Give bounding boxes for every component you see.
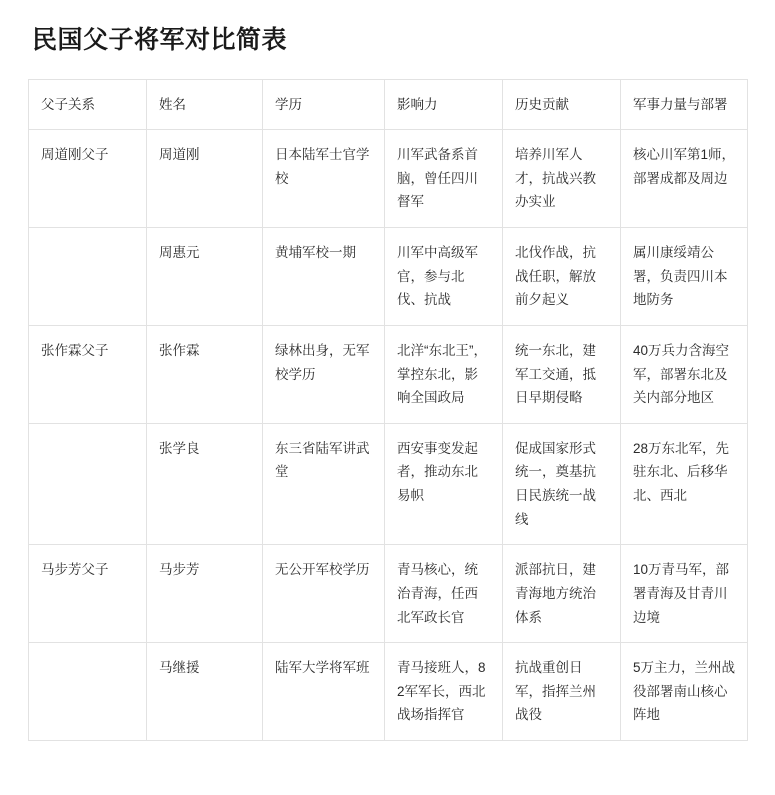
column-header-forces: 军事力量与部署 [621, 79, 748, 130]
cell-contribution: 培养川军人才，抗战兴教办实业 [503, 130, 621, 228]
cell-influence: 川军武备系首脑，曾任四川督军 [385, 130, 503, 228]
cell-education: 日本陆军士官学校 [263, 130, 385, 228]
cell-influence: 青马接班人，82军军长，西北战场指挥官 [385, 643, 503, 741]
cell-contribution: 抗战重创日军，指挥兰州战役 [503, 643, 621, 741]
cell-name: 张学良 [147, 423, 263, 545]
cell-relation: 马步芳父子 [29, 545, 147, 643]
cell-forces: 40万兵力含海空军，部署东北及关内部分地区 [621, 325, 748, 423]
cell-education: 陆军大学将军班 [263, 643, 385, 741]
column-header-name: 姓名 [147, 79, 263, 130]
table-row [29, 228, 748, 326]
cell-forces: 核心川军第1师，部署成都及周边 [621, 130, 748, 228]
cell-education: 东三省陆军讲武堂 [263, 423, 385, 545]
column-header-education: 学历 [263, 79, 385, 130]
table-row [29, 545, 748, 643]
cell-education: 黄埔军校一期 [263, 228, 385, 326]
cell-influence: 青马核心，统治青海，任西北军政长官 [385, 545, 503, 643]
table-header [29, 79, 748, 130]
comparison-table [28, 79, 748, 742]
cell-influence: 川军中高级军官，参与北伐、抗战 [385, 228, 503, 326]
cell-contribution: 派部抗日，建青海地方统治体系 [503, 545, 621, 643]
table-row [29, 325, 748, 423]
cell-name: 周惠元 [147, 228, 263, 326]
table-row [29, 130, 748, 228]
cell-forces: 28万东北军，先驻东北、后移华北、西北 [621, 423, 748, 545]
cell-relation: 张作霖父子 [29, 325, 147, 423]
cell-contribution: 北伐作战，抗战任职，解放前夕起义 [503, 228, 621, 326]
column-header-relation: 父子关系 [29, 79, 147, 130]
cell-name: 周道刚 [147, 130, 263, 228]
cell-relation: 周道刚父子 [29, 130, 147, 228]
column-header-contribution: 历史贡献 [503, 79, 621, 130]
cell-education: 绿林出身，无军校学历 [263, 325, 385, 423]
table-header-row [29, 79, 748, 130]
cell-relation [29, 228, 147, 326]
cell-name: 马继援 [147, 643, 263, 741]
cell-relation [29, 643, 147, 741]
cell-forces: 5万主力，兰州战役部署南山核心阵地 [621, 643, 748, 741]
page-title: 民国父子将军对比简表 [32, 26, 288, 54]
table-row [29, 423, 748, 545]
table-row [29, 643, 748, 741]
cell-contribution: 促成国家形式统一，奠基抗日民族统一战线 [503, 423, 621, 545]
cell-forces: 10万青马军，部署青海及甘青川边境 [621, 545, 748, 643]
cell-influence: 西安事变发起者，推动东北易帜 [385, 423, 503, 545]
cell-influence: 北洋“东北王”，掌控东北，影响全国政局 [385, 325, 503, 423]
cell-forces: 属川康绥靖公署，负责四川本地防务 [621, 228, 748, 326]
cell-education: 无公开军校学历 [263, 545, 385, 643]
cell-name: 张作霖 [147, 325, 263, 423]
table-body [29, 130, 748, 741]
cell-name: 马步芳 [147, 545, 263, 643]
column-header-influence: 影响力 [385, 79, 503, 130]
cell-relation [29, 423, 147, 545]
cell-contribution: 统一东北，建军工交通，抵日早期侵略 [503, 325, 621, 423]
